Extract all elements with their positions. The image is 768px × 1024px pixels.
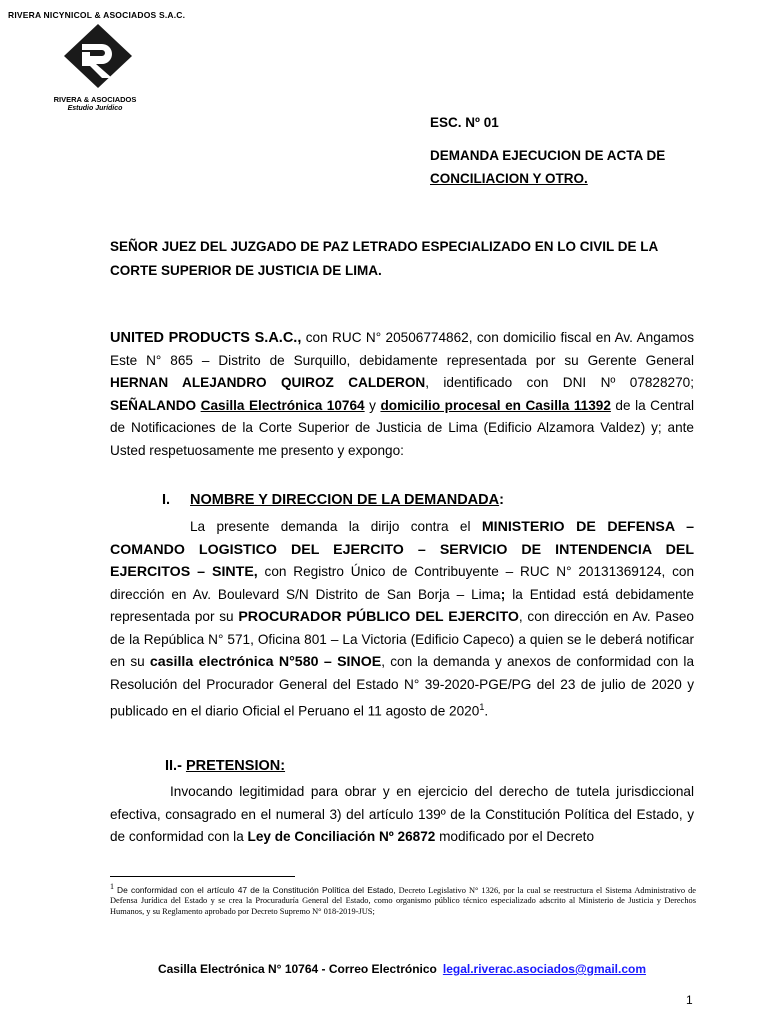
- section-1-paragraph: [110, 516, 694, 723]
- section-1-heading: [162, 492, 504, 508]
- section-1-title: NOMBRE Y DIRECCION DE LA DEMANDADA: [190, 492, 500, 508]
- logo-caption-subtitle: Estudio Jurídico: [67, 105, 123, 112]
- title-line-1: DEMANDA EJECUCION DE ACTA DE: [430, 148, 666, 163]
- document-header: [430, 115, 698, 190]
- s1-text-2: con Registro Único de Contribuyente – RUC N° 20131369124, con dirección en Av. Boulevard S/N Distrito de San Borja – Lima: [110, 564, 695, 602]
- procurador-name: PROCURADOR PÚBLICO DEL EJERCITO: [238, 609, 519, 625]
- footnote-number: 1: [110, 882, 114, 891]
- manager-name: HERNAN ALEJANDRO QUIROZ CALDERON: [110, 375, 426, 390]
- footnote-text-serif: Decreto Legislativo N° 1326, por la cual se reestructura el Sistema Administrativo de Defensa Jurídica del Estado y se crea la Procuraduría General del Estado, como organismo público técnico especializado adscrito al Ministerio de Justicia y Derechos Humanos, y su Reglamento aprobado por Decreto Supremo N° 018-2019-JUS;: [110, 885, 696, 916]
- s1-end: .: [484, 703, 489, 719]
- document-number: ESC. Nº 01: [430, 115, 499, 130]
- s1-text-5: , con la demanda y anexos de conformidad con la Resolución del Procurador General del Estado N° 39-2020-PGE/PG del 23 de julio de 2020 y publicado en el diario Oficial el Peruano el 11 agosto de 2020: [110, 654, 695, 719]
- defendant-name: MINISTERIO DE DEFENSA – COMANDO LOGISTICO DEL EJERCITO – SERVICIO DE INTENDENCIA DEL EJERCITOS – SINTE,: [110, 519, 695, 580]
- intro-paragraph: [110, 327, 694, 462]
- plaintiff-name: UNITED PRODUCTS S.A.C.,: [110, 330, 302, 346]
- title-line-2: CONCILIACION Y OTRO.: [430, 171, 588, 186]
- section-1-colon: :: [499, 492, 504, 508]
- domicilio-procesal: domicilio procesal en Casilla 11392: [380, 397, 611, 413]
- footnote-separator: [110, 876, 295, 877]
- defendant-casilla: casilla electrónica N°580 – SINOE: [149, 654, 382, 670]
- page-number: 1: [686, 993, 693, 1007]
- s1-text-4: , con dirección en Av. Paseo de la República N° 571, Oficina 801 – La Victoria (Edificio Capeco) a quien se le deberá notificar en su: [110, 609, 694, 669]
- casilla-electronica: Casilla Electrónica 10764: [200, 397, 365, 413]
- section-2-title: PRETENSION:: [185, 758, 286, 774]
- document-title: [430, 144, 698, 190]
- firm-logo-icon: [58, 22, 138, 90]
- intro-text-1: con RUC N° 20506774862: [301, 330, 469, 345]
- ley-conciliacion: Ley de Conciliación Nº 26872: [247, 829, 436, 844]
- section-1-number: I.: [162, 492, 171, 508]
- footnote: [110, 882, 696, 917]
- intro-text-3: , identificado con DNI Nº 07828270;: [425, 375, 694, 390]
- page-footer: [0, 962, 768, 976]
- s2-text-1: Invocando legitimidad para obrar y en ejercicio del derecho de tutela jurisdiccional efectiva, consagrado en el numeral 3) del artículo 139º de la Constitución Política del Estado, y de conformidad con la: [110, 784, 694, 844]
- firm-name: RIVERA NICYNICOL & ASOCIADOS S.A.C.: [8, 10, 186, 20]
- logo-caption-name: RIVERA & ASOCIADOS: [53, 95, 137, 104]
- intro-text-4: de la Central de Notificaciones de la Corte Superior de Justicia de Lima (Edificio Alzamora Valdez) y; ante Usted respetuosamente me presento y expongo:: [110, 397, 695, 458]
- intro-y: y: [364, 397, 381, 413]
- s2-text-2: modificado por el Decreto: [435, 829, 594, 844]
- addressee: SEÑOR JUEZ DEL JUZGADO DE PAZ LETRADO ESPECIALIZADO EN LO CIVIL DE LA CORTE SUPERIOR DE JUSTICIA DE LIMA.: [110, 239, 658, 278]
- footnote-reference: 1: [479, 702, 485, 712]
- section-2-number: II.-: [165, 758, 182, 774]
- intro-text-2: , con domicilio fiscal en Av. Angamos Este N° 865 – Distrito de Surquillo, debidamente representada por su Gerente General: [110, 330, 695, 368]
- senalando-label: SEÑALANDO: [110, 397, 197, 413]
- footer-email-link[interactable]: legal.riverac.asociados@gmail.com: [442, 962, 647, 976]
- s1-text-1: La presente demanda la dirijo contra el: [190, 519, 482, 534]
- logo-caption: [30, 95, 160, 113]
- section-2-paragraph: [110, 781, 694, 849]
- footnote-text-sans: De conformidad con el artículo 47 de la Constitución Política del Estado,: [117, 884, 396, 895]
- s1-text-3: la Entidad está debidamente representada por su: [110, 586, 694, 624]
- footer-text: Casilla Electrónica N° 10764 - Correo Electrónico: [157, 962, 437, 976]
- section-2-heading: [165, 758, 285, 774]
- s1-semicolon: ;: [500, 586, 506, 603]
